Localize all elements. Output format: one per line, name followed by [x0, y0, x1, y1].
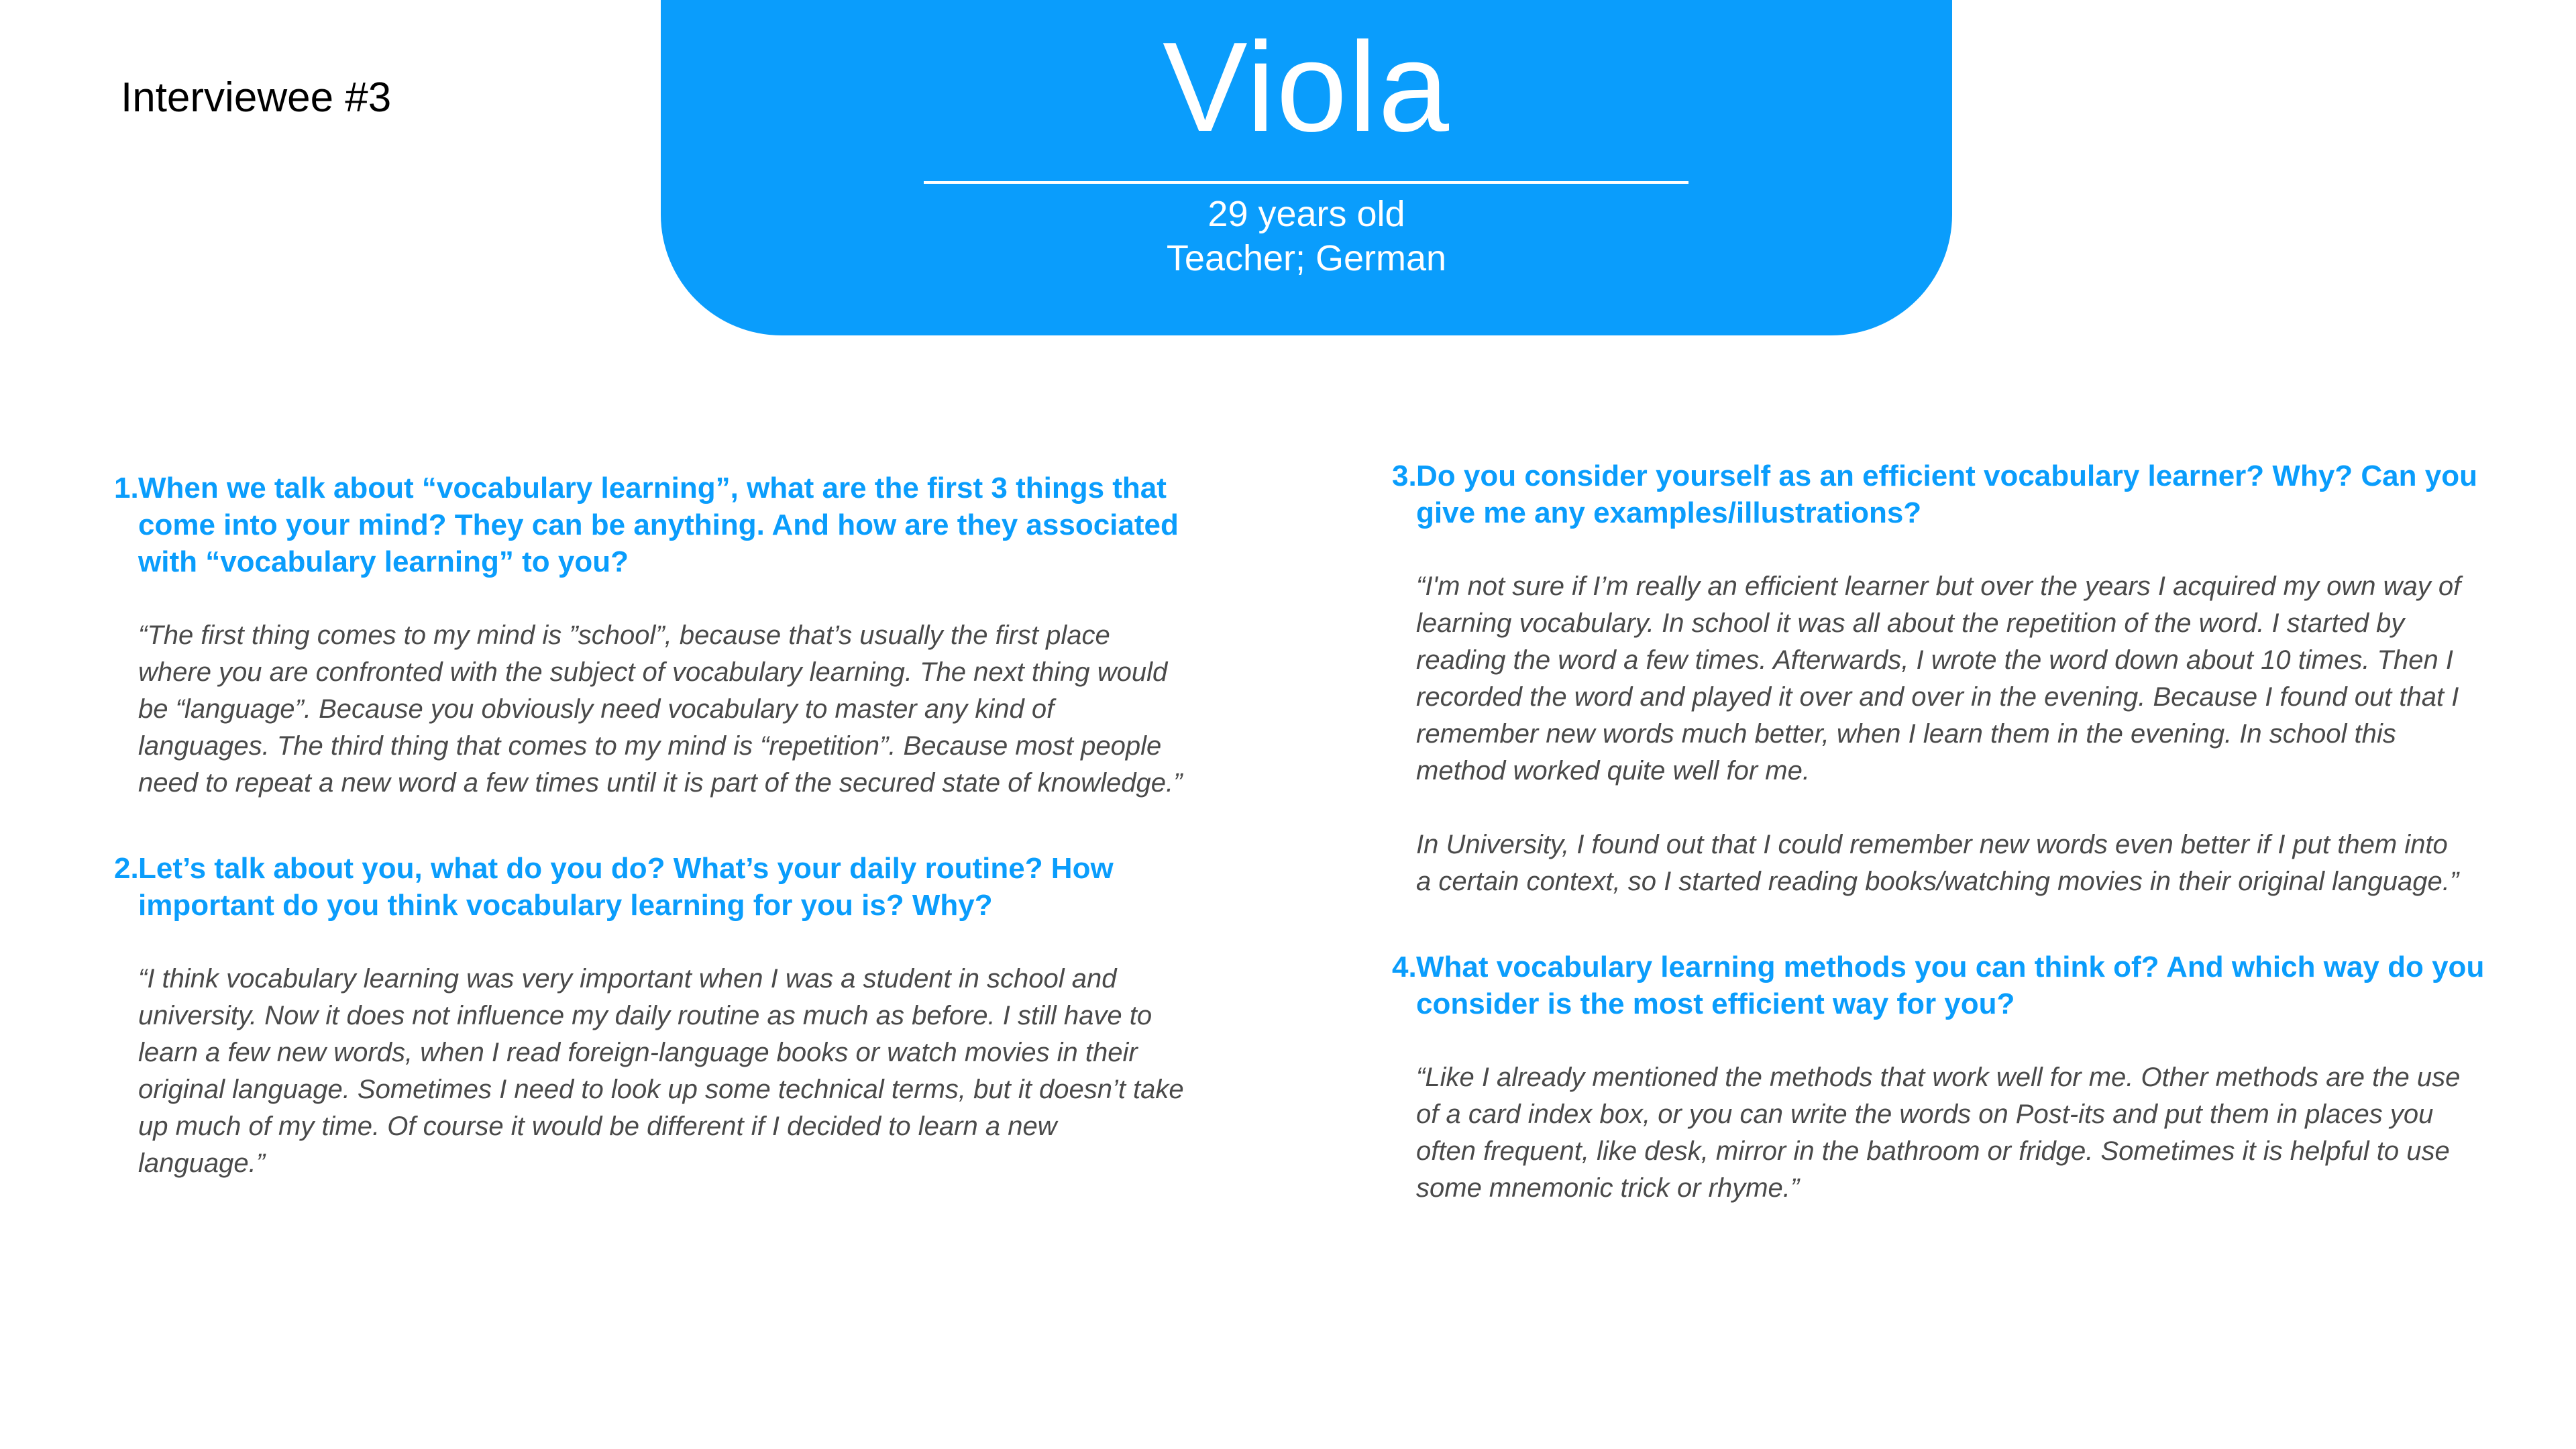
interviewee-name: Viola: [1162, 16, 1451, 158]
interviewee-label: Interviewee #3: [121, 74, 392, 121]
interviewee-age: 29 years old: [1208, 194, 1405, 234]
left-column: [114, 470, 1228, 1230]
answer-1: [138, 617, 1185, 802]
answer-paragraph: “The first thing comes to my mind is ”school”, because that’s usually the first place where you are confronted with the subject of vocabulary learning. The next thing would be “language”. Because you obviously need vocabulary to master any kind of languages. The third thing that comes to my mind is “repetition”. Because most people need to repeat a new word a few times until it is part of the secured state of knowledge.”: [138, 621, 1183, 798]
profile-header-card: [661, 0, 1952, 335]
question-3: [1392, 458, 2506, 531]
answer-paragraph: “I think vocabulary learning was very important when I was a student in school and university. Now it does not influence my daily routine as much as before. I still have to learn a few new words, when I read foreign-language books or watch movies in their original language. Sometimes I need to look up some technical terms, but it doesn’t take up much of my time. Of course it would be different if I decided to learn a new language.”: [138, 964, 1184, 1178]
qa-item-3: [1392, 458, 2506, 900]
qa-item-4: [1392, 949, 2506, 1207]
answer-paragraph: “Like I already mentioned the methods that work well for me. Other methods are the use of a card index box, or you can write the words on Post-its and put them in places you often frequent, like desk, mirror in the bathroom or fridge. Sometimes it is helpful to use some mnemonic trick or rhyme.”: [1416, 1063, 2461, 1203]
answer-4: [1416, 1059, 2463, 1207]
interviewee-occupation: Teacher; German: [1166, 238, 1447, 278]
question-number: 3.: [1392, 460, 1417, 492]
question-number: 1.: [114, 472, 139, 504]
question-number: 4.: [1392, 951, 1417, 983]
question-2: [114, 850, 1228, 924]
header-divider: [924, 181, 1688, 184]
answer-paragraph: In University, I found out that I could remember new words even better if I put them into a certain context, so I started reading books/watching movies in their original language.”: [1416, 830, 2459, 896]
right-column: [1392, 458, 2506, 1255]
question-number: 2.: [114, 852, 139, 885]
question-text: Do you consider yourself as an efficient vocabulary learner? Why? Can you give me any examples/illustrations?: [1416, 460, 2477, 529]
question-1: [114, 470, 1228, 580]
qa-item-1: [114, 470, 1228, 802]
qa-item-2: [114, 850, 1228, 1182]
question-4: [1392, 949, 2506, 1022]
answer-2: [138, 961, 1185, 1182]
question-text: What vocabulary learning methods you can think of? And which way do you consider is the most efficient way for you?: [1416, 951, 2485, 1020]
answer-paragraph: “I'm not sure if I’m really an efficient learner but over the years I acquired my own way of learning vocabulary. In school it was all about the repetition of the word. I started by reading the word a few times. Afterwards, I wrote the word down about 10 times. Then I recorded the word and played it over and over in the evening. Because I found out that I remember new words much better, when I learn them in the evening. In school this method worked quite well for me.: [1416, 572, 2461, 786]
answer-3: [1416, 568, 2463, 900]
question-text: When we talk about “vocabulary learning”, what are the first 3 things that come into your mind? They can be anything. And how are they associated with “vocabulary learning” to you?: [138, 472, 1179, 578]
question-text: Let’s talk about you, what do you do? What’s your daily routine? How important do you think vocabulary learning for you is? Why?: [138, 852, 1114, 922]
